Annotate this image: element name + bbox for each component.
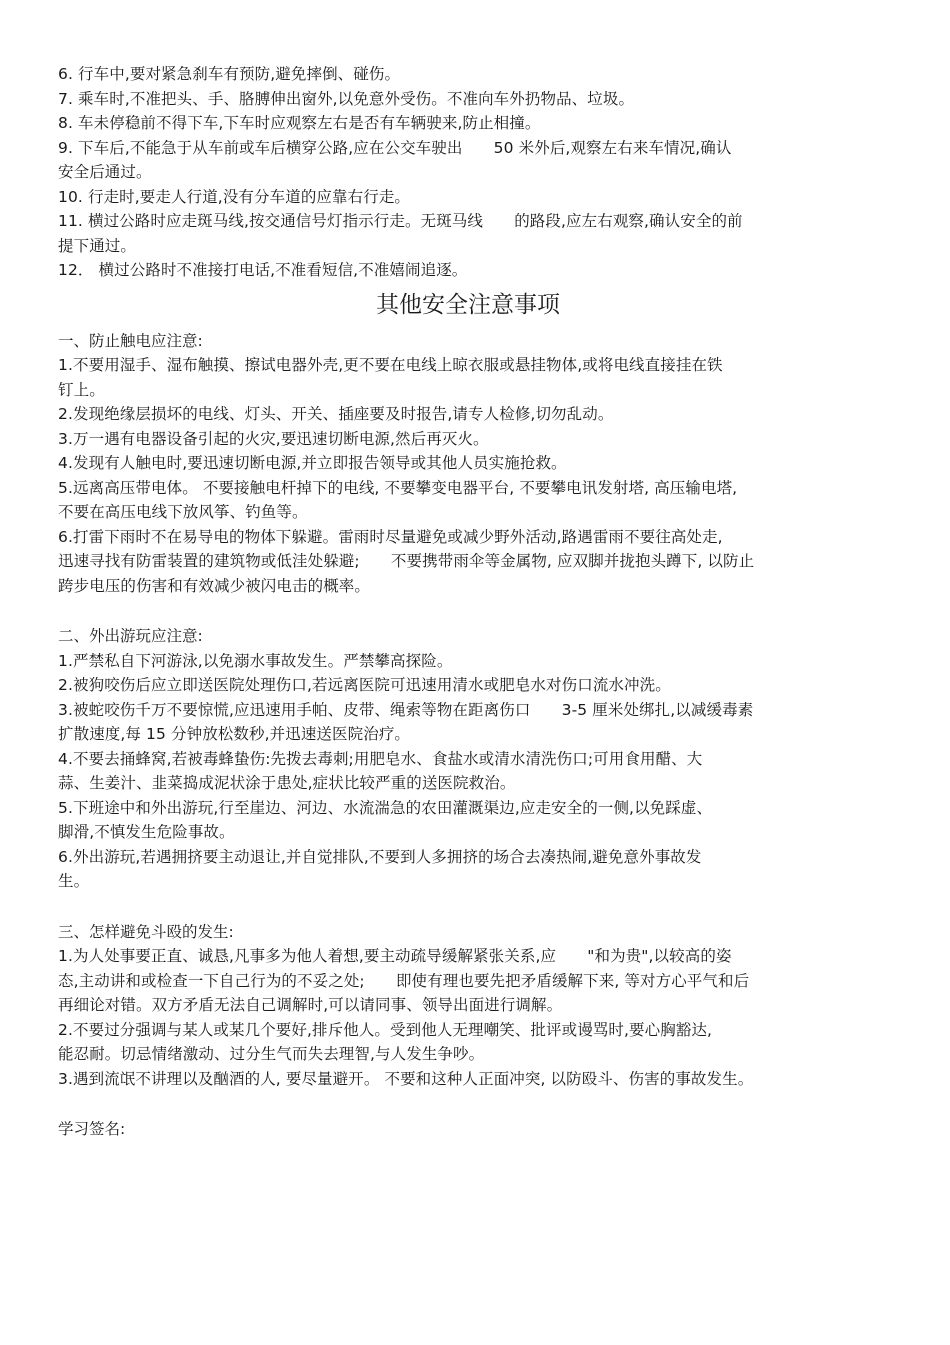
section-heading: 一、防止触电应注意: — [58, 331, 203, 350]
list-item: 1.不要用湿手、湿布触摸、擦试电器外壳,更不要在电线上晾衣服或悬挂物体,或将电线直接挂在铁 — [58, 356, 723, 374]
list-item: 6. 行车中,要对紧急刹车有预防,避免摔倒、碰伤。 — [58, 65, 401, 83]
section-heading: 三、怎样避免斗殴的发生: — [58, 922, 234, 941]
list-item: 4.发现有人触电时,要迅速切断电源,并立即报告领导或其他人员实施抢救。 — [58, 454, 567, 472]
list-item: 5.远离高压带电体。 不要接触电杆掉下的电线, 不要攀变电器平台, 不要攀电讯发射塔, 高压输电塔, — [58, 478, 738, 497]
list-item: 脚滑,不慎发生危险事故。 — [58, 823, 235, 841]
document-page — [58, 62, 878, 1141]
section-heading: 二、外出游玩应注意: — [58, 627, 203, 645]
list-item: 1.为人处事要正直、诚恳,凡事多为他人着想,要主动疏导缓解紧张关系,应 "和为贵",以较高的姿 — [58, 947, 732, 965]
list-item: 提下通过。 — [58, 236, 137, 255]
list-item: 7. 乘车时,不准把头、手、胳膊伸出窗外,以免意外受伤。不准向车外扔物品、垃圾。 — [58, 89, 635, 108]
list-item: 迅速寻找有防雷装置的建筑物或低洼处躲避; 不要携带雨伞等金属物, 应双脚并拢抱头蹲下, 以防止 — [58, 552, 755, 570]
list-item: 6.外出游玩,若遇拥挤要主动退让,并自觉排队,不要到人多拥挤的场合去凑热闹,避免意外事故发 — [58, 847, 702, 866]
list-item: 再细论对错。双方矛盾无法自己调解时,可以请同事、领导出面进行调解。 — [58, 996, 563, 1014]
list-item: 11. 横过公路时应走斑马线,按交通信号灯指示行走。无斑马线 的路段,应左右观察,确认安全的前 — [58, 212, 743, 230]
list-item: 3.被蛇咬伤千万不要惊慌,应迅速用手帕、皮带、绳索等物在距离伤口 3-5 厘米处绑扎,以减缓毒素 — [58, 700, 754, 719]
list-item: 蒜、生姜汁、韭菜捣成泥状涂于患处,症状比较严重的送医院救治。 — [58, 774, 516, 792]
list-item: 3.万一遇有电器设备引起的火灾,要迅速切断电源,然后再灭火。 — [58, 429, 489, 448]
section-outing-safety — [58, 624, 878, 894]
list-item: 扩散速度,每 15 分钟放松数秒,并迅速送医院治疗。 — [58, 725, 411, 743]
list-item: 不要在高压电线下放风筝、钓鱼等。 — [58, 503, 308, 521]
list-item: 1.严禁私自下河游泳,以免溺水事故发生。严禁攀高探险。 — [58, 651, 453, 670]
list-item: 12． 横过公路时不准接打电话,不准看短信,不准嬉闹追逐。 — [58, 261, 468, 279]
traffic-safety-list — [58, 62, 878, 283]
list-item: 3.遇到流氓不讲理以及酗酒的人, 要尽量避开。 不要和这种人正面冲突, 以防殴斗、伤害的事故发生。 — [58, 1069, 754, 1088]
list-item: 安全后通过。 — [58, 163, 152, 181]
signature-label: 学习签名: — [58, 1120, 126, 1138]
list-item: 2.发现绝缘层损坏的电线、灯头、开关、插座要及时报告,请专人检修,切勿乱动。 — [58, 405, 614, 423]
section-gap — [58, 1091, 878, 1117]
section-electric-safety — [58, 329, 878, 599]
list-item: 2.被狗咬伤后应立即送医院处理伤口,若远离医院可迅速用清水或肥皂水对伤口流水冲洗。 — [58, 676, 671, 694]
list-item: 6.打雷下雨时不在易导电的物体下躲避。雷雨时尽量避免或减少野外活动,路遇雷雨不要往高处走, — [58, 527, 723, 546]
section-avoid-fights — [58, 920, 878, 1092]
list-item: 8. 车未停稳前不得下车,下车时应观察左右是否有车辆驶来,防止相撞。 — [58, 114, 541, 132]
list-item: 9. 下车后,不能急于从车前或车后横穿公路,应在公交车驶出 50 米外后,观察左右来车情况,确认 — [58, 138, 732, 157]
section-gap — [58, 598, 878, 624]
list-item: 态,主动讲和或检查一下自己行为的不妥之处; 即使有理也要先把矛盾缓解下来, 等对方心平气和后 — [58, 971, 750, 990]
list-item: 2.不要过分强调与某人或某几个要好,排斥他人。受到他人无理嘲笑、批评或谩骂时,要心胸豁达, — [58, 1020, 713, 1039]
list-item: 生。 — [58, 872, 90, 890]
section-gap — [58, 894, 878, 920]
list-item: 能忍耐。切忌情绪激动、过分生气而失去理智,与人发生争吵。 — [58, 1045, 485, 1063]
list-item: 钉上。 — [58, 380, 105, 399]
list-item: 5.下班途中和外出游玩,行至崖边、河边、水流湍急的农田灌溉渠边,应走安全的一侧,以免踩虚、 — [58, 798, 713, 817]
list-item: 4.不要去捅蜂窝,若被毒蜂蛰伤:先拨去毒刺;用肥皂水、食盐水或清水清洗伤口;可用食用醋、大 — [58, 749, 703, 768]
page-title: 其他安全注意事项 — [376, 291, 560, 318]
list-item: 跨步电压的伤害和有效减少被闪电击的概率。 — [58, 576, 371, 595]
list-item: 10. 行走时,要走人行道,没有分车道的应靠右行走。 — [58, 187, 411, 206]
